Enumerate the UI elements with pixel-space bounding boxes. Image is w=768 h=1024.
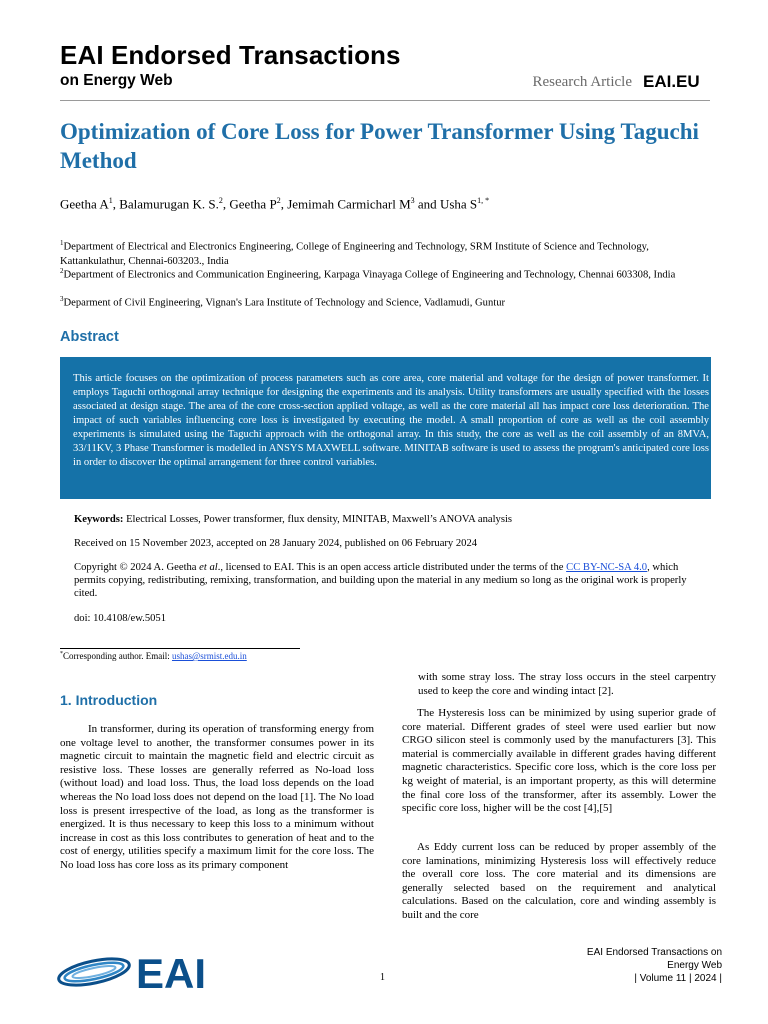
abstract-text: This article focuses on the optimization of process parameters such as core area, core material and voltage for the design of power transformer. It employs Taguchi orthogonal array technique for designing the experiments and its analysis. Utility transformers are usually specified with the losses associated at design stage. The area of the core cross-section applied voltage, as well as the core material all has impact core loss deterioration. The impact of such variables influencing core loss is investigated by executing the model. A small proportion of core as well as the coil assembly experiments is simulated using the Taguchi approach with the orthogonal array. In this study, the core as well as the coil assembly of an 8MVA, 33/11KV, 3 Phase Transformer is modelled in ANSYS MAXWELL software. MINITAB software is used to assess the program's anticipated core loss in order to discover the optimal arrangement for three control variables.: [73, 373, 709, 468]
affiliation-text: Department of Electrical and Electronics Engineering, College of Engineering and Technology, SRM Institute of Science and Technology, Kattankulathur, Chennai-603203., India: [60, 241, 649, 267]
eai-logo-text: EAI: [136, 950, 207, 996]
copyright-notice: [74, 561, 710, 600]
doi: doi: 10.4108/ew.5051: [74, 613, 167, 624]
intro-paragraph-3: The Hysteresis loss can be minimized by using superior grade of core material. Different grades of steel were used earlier but now CRGO silicon steel is commonly used by the manufacturers [3]. This material is commercially available in different grades having different magnetic characteristics. Specific core loss, which is the core loss per kg weight of material, is an important property, as this will determine the final core loss of the transformer, after its assembly. Lower the specific core loss, higher will be the cost [4],[5]: [402, 707, 716, 815]
eai-swoosh-icon: [56, 954, 131, 990]
intro-paragraph-4: As Eddy current loss can be reduced by proper assembly of the core laminations, minimizing Hysteresis loss will effectively reduce the overall core loss. The core material and its dimensions are generally selected based on the requirement and analytical calculations. Based on the calculation, core and winding assembly is built and the core: [402, 841, 716, 921]
author: Geetha A: [60, 196, 109, 212]
author: Balamurugan K. S.: [119, 196, 219, 212]
journal-title: EAI Endorsed Transactions: [60, 40, 401, 70]
affiliation-mark: 3: [60, 295, 64, 303]
affiliation-2: [60, 264, 710, 283]
author-separator: ,: [222, 196, 230, 212]
eai-logo: [54, 946, 224, 996]
footer-journal-info: [502, 946, 722, 985]
copyright-text: Copyright © 2024 A. Geetha: [74, 562, 200, 573]
license-link[interactable]: CC BY-NC-SA 4.0: [566, 562, 648, 573]
author-affiliation-mark: 2: [276, 196, 281, 205]
footer-journal-line: Energy Web: [667, 960, 722, 971]
intro-paragraph-1: In transformer, during its operation of transforming energy from one voltage level to another, the transformer consumes power in its magnetic circuit to maintain the magnetic field and electric circuit as resistive loss. These losses are generally referred as No-load loss (without load) and load loss. Thus, the load loss depends on the load whereas the No load loss does not depend on the load [1]. The No load loss is present irrespective of the load, as long as the transformer is energized. It is thus necessary to keep this loss to a minimum without increase in cost as this loss contributes to generation of heat and to the cost of energy, utilities specify a maximum limit for the core loss. The No load loss has core loss as its primary component: [60, 723, 374, 871]
author-separator: ,: [280, 196, 288, 212]
section-heading-introduction: 1. Introduction: [60, 692, 158, 708]
copyright-etal: et al: [199, 562, 218, 573]
header-divider: [60, 100, 710, 101]
affiliation-3: [60, 292, 710, 311]
author-separator: and: [414, 196, 440, 212]
paper-title: Optimization of Core Loss for Power Transformer Using Taguchi Method: [60, 119, 699, 173]
keywords: [74, 513, 710, 526]
abstract-heading: Abstract: [60, 329, 119, 345]
received-dates: Received on 15 November 2023, accepted on 28 January 2024, published on 06 February 2024: [74, 538, 478, 549]
corresponding-email-link[interactable]: ushas@srmist.edu.in: [171, 651, 247, 661]
publisher-label: EAI.EU: [643, 72, 700, 91]
author-separator: ,: [112, 196, 120, 212]
author: Geetha P: [229, 196, 277, 212]
author: Usha S: [439, 196, 478, 212]
page-number: 1: [380, 972, 385, 983]
copyright-text: ., licensed to EAI. This is an open access article distributed under the terms of the: [217, 562, 567, 573]
copyright-text: , which permits copying, redistributing, remixing, transformation, and building upon the material in any medium so long as the original work is properly cited.: [74, 562, 687, 599]
corresponding-author-footnote: [60, 651, 247, 661]
keywords-text: Electrical Losses, Power transformer, flux density, MINITAB, Maxwell’s ANOVA analysis: [123, 514, 513, 525]
footnote-divider: [60, 648, 300, 649]
affiliation-mark: 1: [60, 239, 64, 247]
affiliation-text: Deparment of Civil Engineering, Vignan's Lara Institute of Technology and Science, Vadlamudi, Guntur: [63, 297, 506, 309]
author-affiliation-mark: 1, *: [477, 196, 490, 205]
footer-journal-line: EAI Endorsed Transactions on: [586, 947, 722, 958]
affiliation-mark: 2: [60, 267, 64, 275]
footnote-mark: *: [60, 651, 63, 657]
footnote-label: Corresponding author. Email:: [63, 651, 172, 661]
author-affiliation-mark: 2: [218, 196, 223, 205]
article-type: Research Article: [532, 74, 632, 90]
keywords-label: Keywords:: [74, 514, 124, 525]
journal-subtitle: on Energy Web: [60, 72, 173, 89]
footer-volume: | Volume 11 | 2024 |: [634, 973, 722, 984]
author-list: [60, 196, 489, 212]
intro-paragraph-2: with some stray loss. The stray loss occurs in the steel carpentry used to keep the core and winding intact [2].: [418, 671, 716, 697]
author-affiliation-mark: 1: [108, 196, 113, 205]
author-affiliation-mark: 3: [410, 196, 415, 205]
author: Jemimah Carmicharl M: [287, 196, 411, 212]
affiliation-text: Department of Electronics and Communication Engineering, Karpaga Vinayaga College of Engineering and Technology, Chennai 603308, India: [63, 269, 676, 281]
